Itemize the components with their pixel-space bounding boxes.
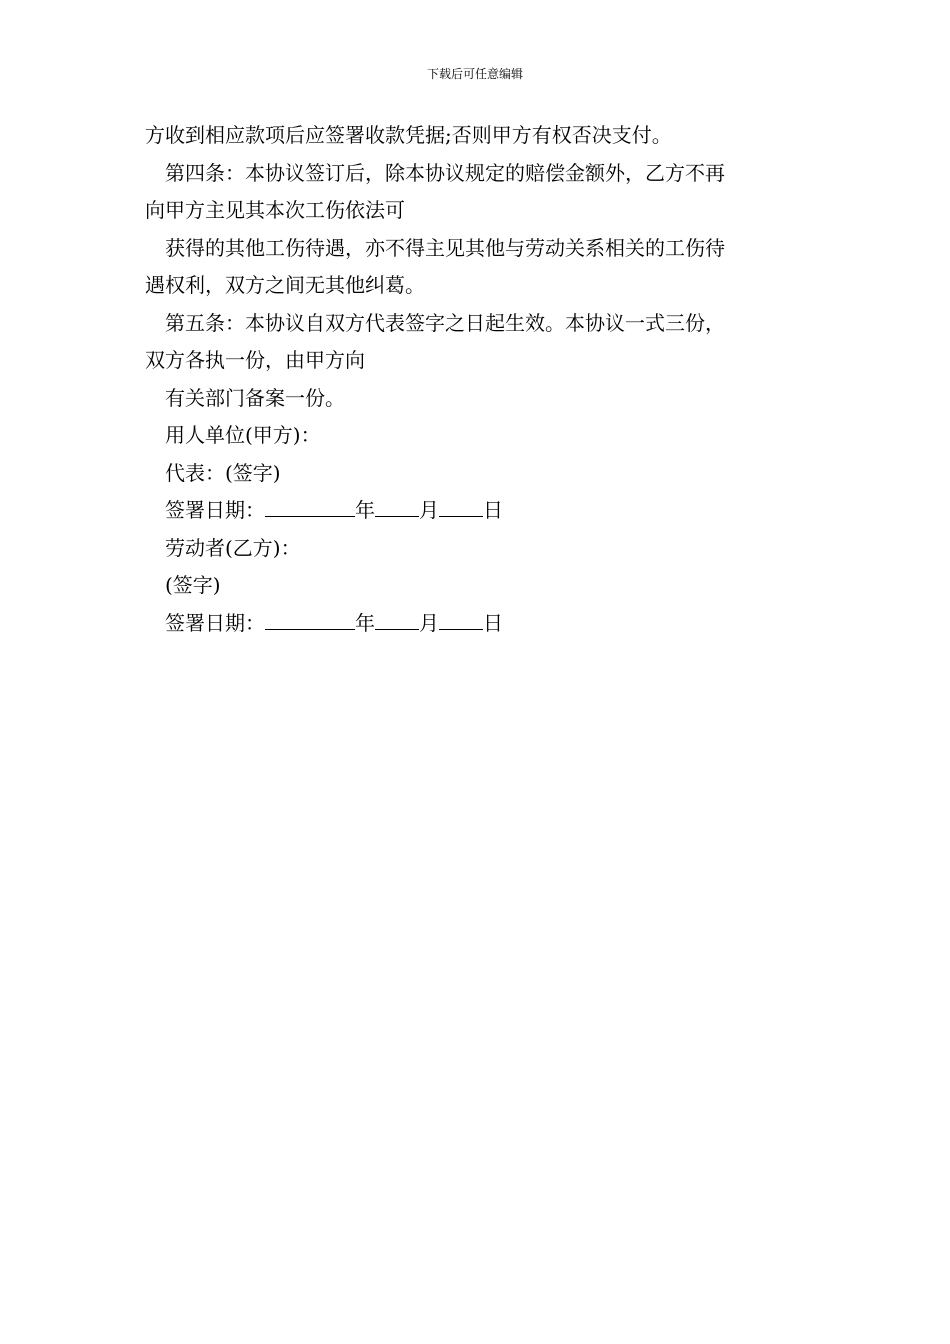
article-5-line: 有关部门备案一份。	[165, 385, 345, 410]
day-blank	[439, 612, 483, 630]
month-blank	[375, 499, 419, 517]
article-4-line: 获得的其他工伤待遇，亦不得主见其他与劳动关系相关的工伤待	[165, 235, 725, 260]
article-4-line: 遇权利，双方之间无其他纠葛。	[145, 273, 425, 297]
document-body	[145, 117, 813, 642]
worker-signature-label: (签字)	[165, 573, 221, 597]
day-blank	[439, 499, 483, 517]
paragraph-line: 方收到相应款项后应签署收款凭据;否则甲方有权否决支付。	[145, 123, 672, 147]
article-4-line: 第四条：本协议签订后，除本协议规定的赔偿金额外，乙方不再	[165, 160, 725, 185]
employer-signing-date	[145, 492, 813, 530]
article-5-line: 第五条：本协议自双方代表签字之日起生效。本协议一式三份，	[165, 310, 725, 335]
date-label: 签署日期：	[165, 610, 265, 635]
day-char: 日	[483, 610, 503, 635]
worker-signing-date	[145, 605, 813, 643]
year-char: 年	[355, 610, 375, 635]
employer-label: 用人单位(甲方)：	[165, 423, 321, 447]
representative-signature-label: 代表：(签字)	[165, 460, 281, 485]
month-blank	[375, 612, 419, 630]
month-char: 月	[419, 610, 439, 635]
article-5-line: 双方各执一份，由甲方向	[145, 348, 365, 372]
worker-label: 劳动者(乙方)：	[165, 535, 301, 560]
article-4-line: 向甲方主见其本次工伤依法可	[145, 198, 405, 222]
year-blank	[265, 499, 355, 517]
page-header: 下载后可任意编辑	[426, 67, 523, 81]
year-blank	[265, 612, 355, 630]
day-char: 日	[483, 498, 503, 522]
year-char: 年	[355, 498, 375, 522]
month-char: 月	[419, 498, 439, 522]
date-label: 签署日期：	[165, 498, 265, 522]
